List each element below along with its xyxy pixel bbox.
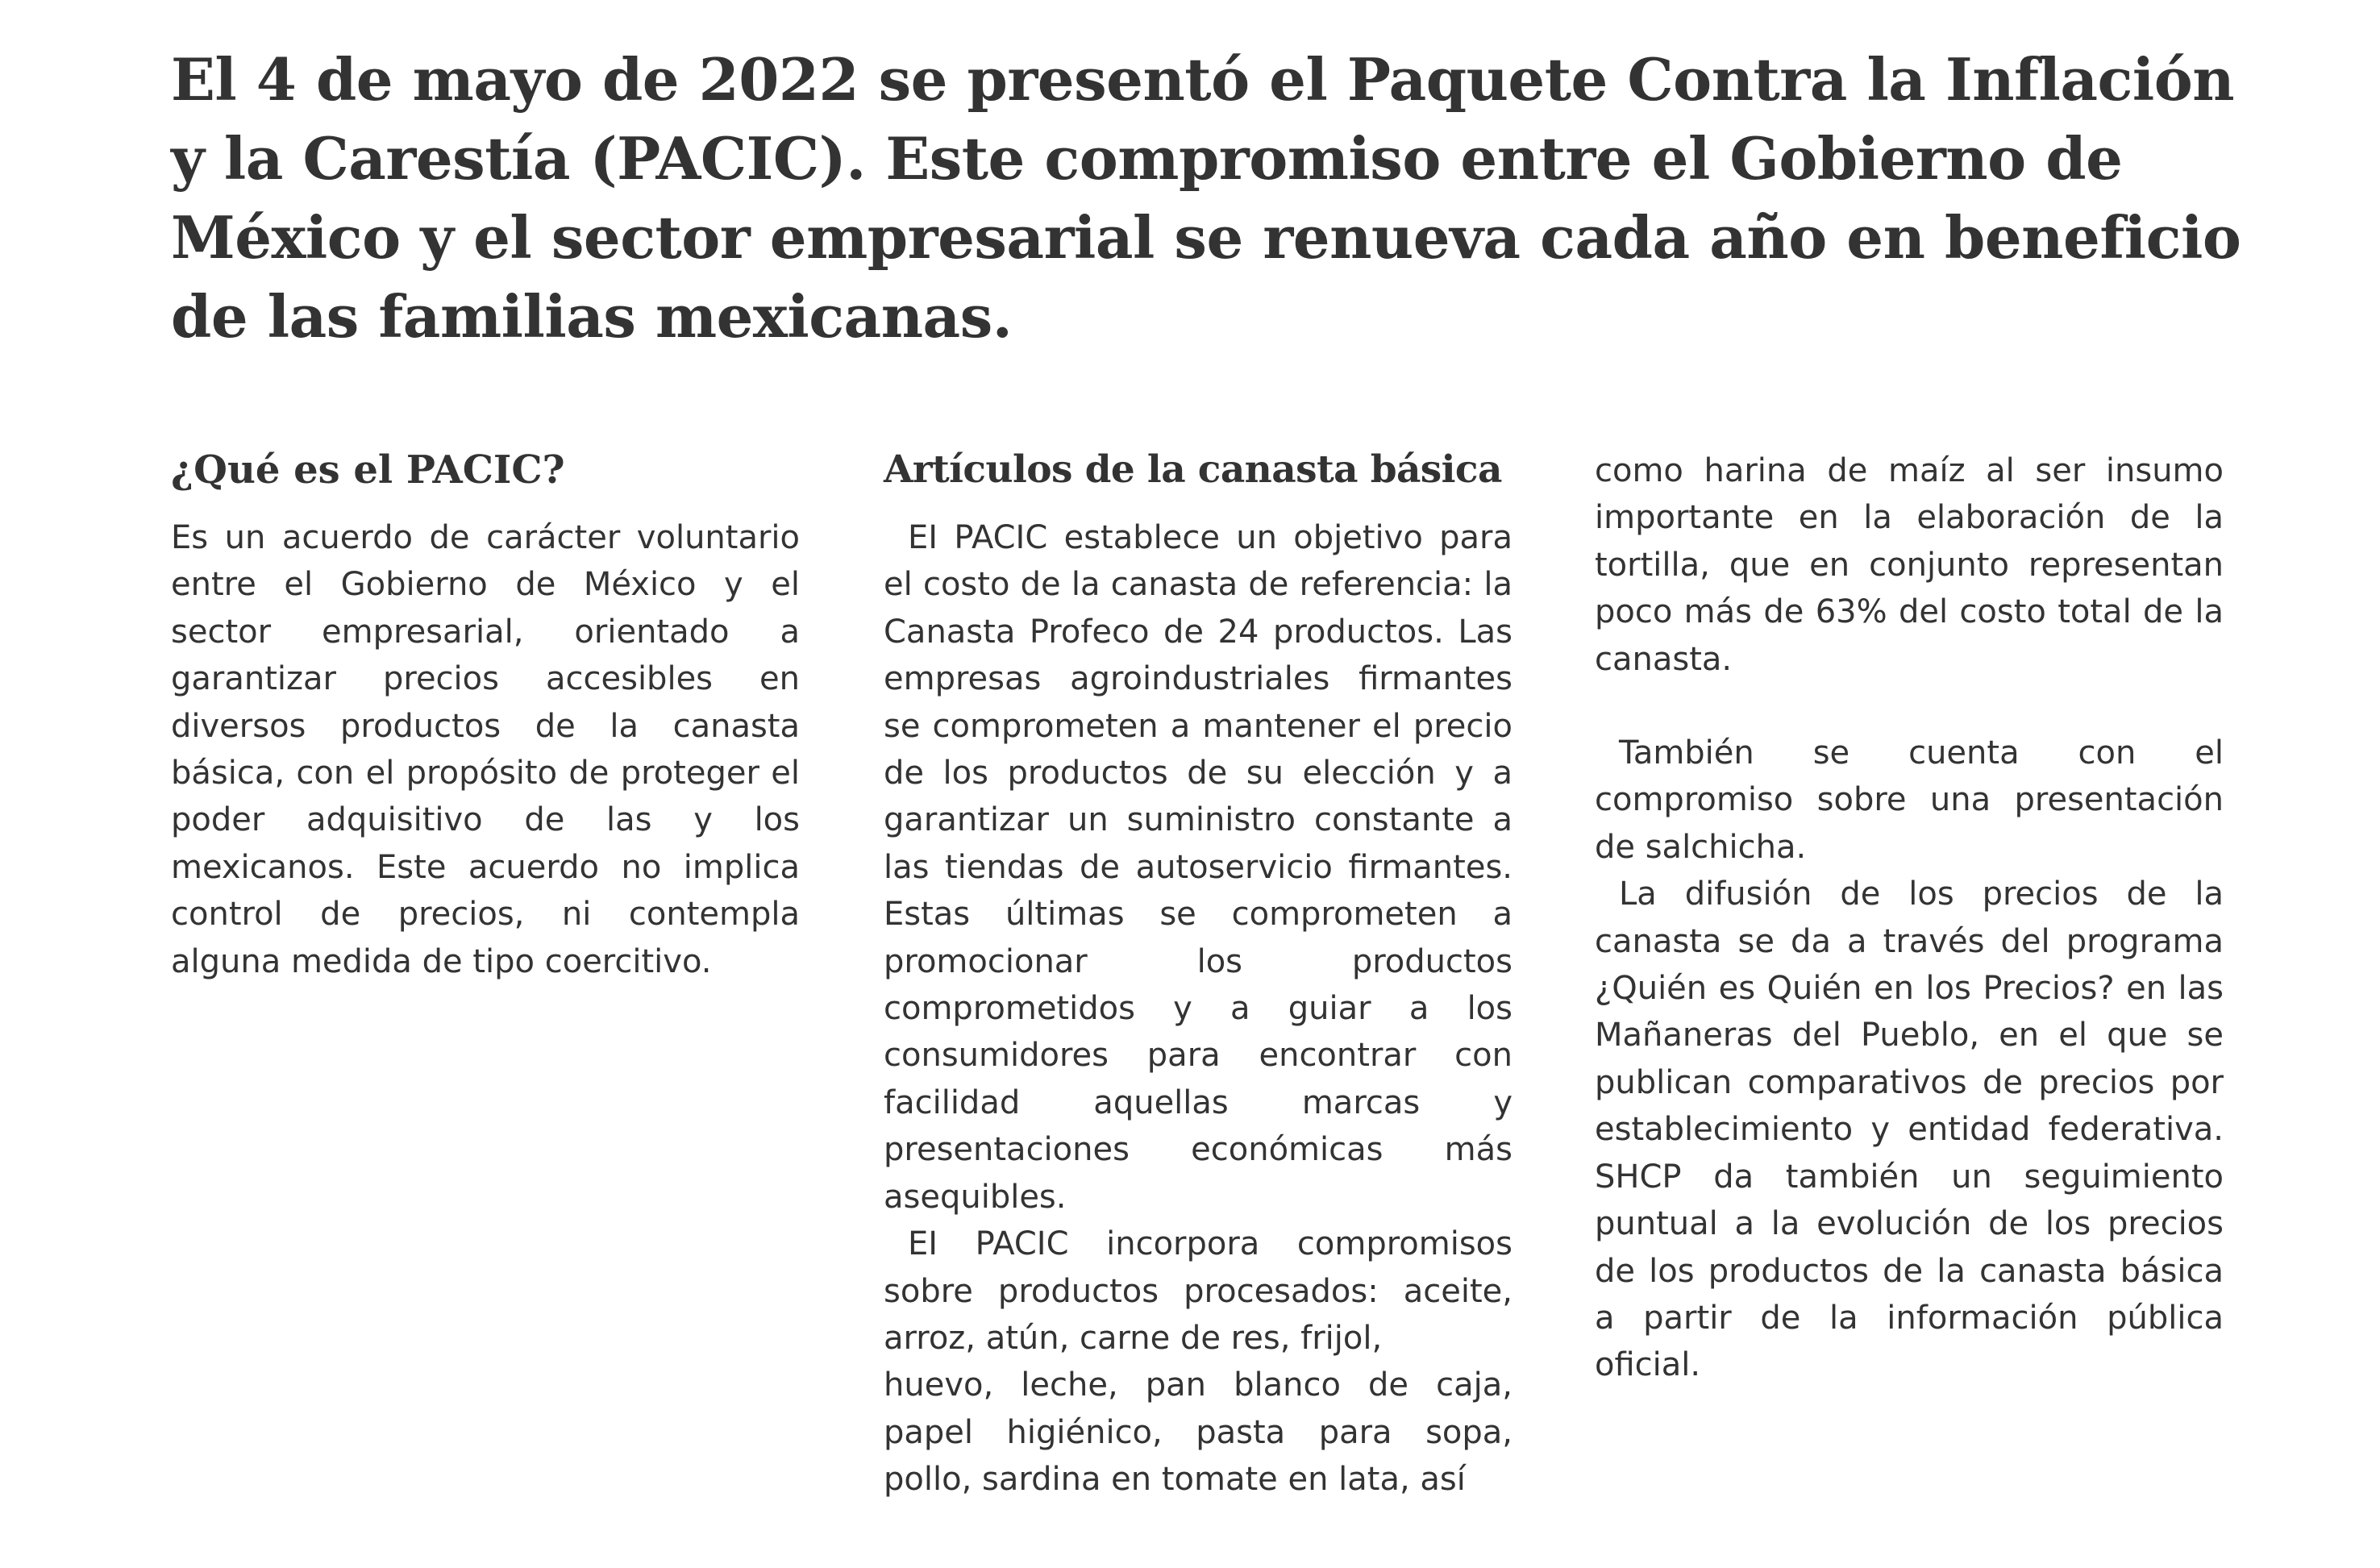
- paragraph-que-es-pacic: Es un acuerdo de carácter voluntario entre el Gobierno de México y el sector empresarial, orientado a garantizar precios accesibles en diversos productos de la canasta básica, con el propósito de proteger el poder adquisitivo de las y los mexicanos. Este acuerdo no implica control de precios, ni contempla alguna medida de tipo coercitivo.: [171, 519, 800, 980]
- paragraph-harina-maiz: como harina de maíz al ser insumo importante en la elaboración de la tortilla, que en conjunto representan poco más de 63% del costo total de la canasta.: [1595, 452, 2224, 678]
- paragraph-salchicha: También se cuenta con el compromiso sobre una presentación de salchicha.: [1595, 734, 2224, 866]
- column-que-es-pacic: [171, 442, 800, 985]
- paragraph-compromisos-procesados: EI PACIC incorpora compromisos sobre productos procesados: aceite, arroz, atún, carne de res, frijol,: [884, 1225, 1512, 1357]
- paragraph-difusion-precios: La difusión de los precios de la canasta se da a través del programa ¿Quién es Quién en los Precios? en las Mañaneras del Pueblo, en el que se publican comparativos de precios por establecimiento y entidad federativa. SHCP da también un seguimiento puntual a la evolución de los precios de los productos de la canasta básica a partir de la información pública oficial.: [1595, 876, 2224, 1384]
- column-continuacion: [1595, 447, 2224, 1389]
- section-heading-que-es-pacic: ¿Qué es el PACIC?: [171, 447, 565, 493]
- section-heading-articulos-canasta: Artículos de la canasta básica: [884, 447, 1502, 492]
- paragraph-lista-productos: huevo, leche, pan blanco de caja, papel higiénico, pasta para sopa, pollo, sardina en tomate en lata, así: [884, 1366, 1512, 1499]
- paragraph-objetivo-canasta: EI PACIC establece un objetivo para el costo de la canasta de referencia: la Canasta Profeco de 24 productos. Las empresas agroindustriales firmantes se comprometen a mantener el precio de los productos de su elección y a garantizar un suministro constante a las tiendas de autoservicio firmantes. Estas últimas se comprometen a promocionar los productos comprometidos y a guiar a los consumidores para encontrar con facilidad aquellas marcas y presentaciones económicas más asequibles.: [884, 519, 1512, 1216]
- column-articulos-canasta: [884, 442, 1512, 1504]
- headline: El 4 de mayo de 2022 se presentó el Paquete Contra la Inflación y la Carestía (PACIC). Este compromiso entre el Gobierno de México y el sector empresarial se renueva cada año en beneficio de las familias mexicanas.: [171, 45, 2241, 351]
